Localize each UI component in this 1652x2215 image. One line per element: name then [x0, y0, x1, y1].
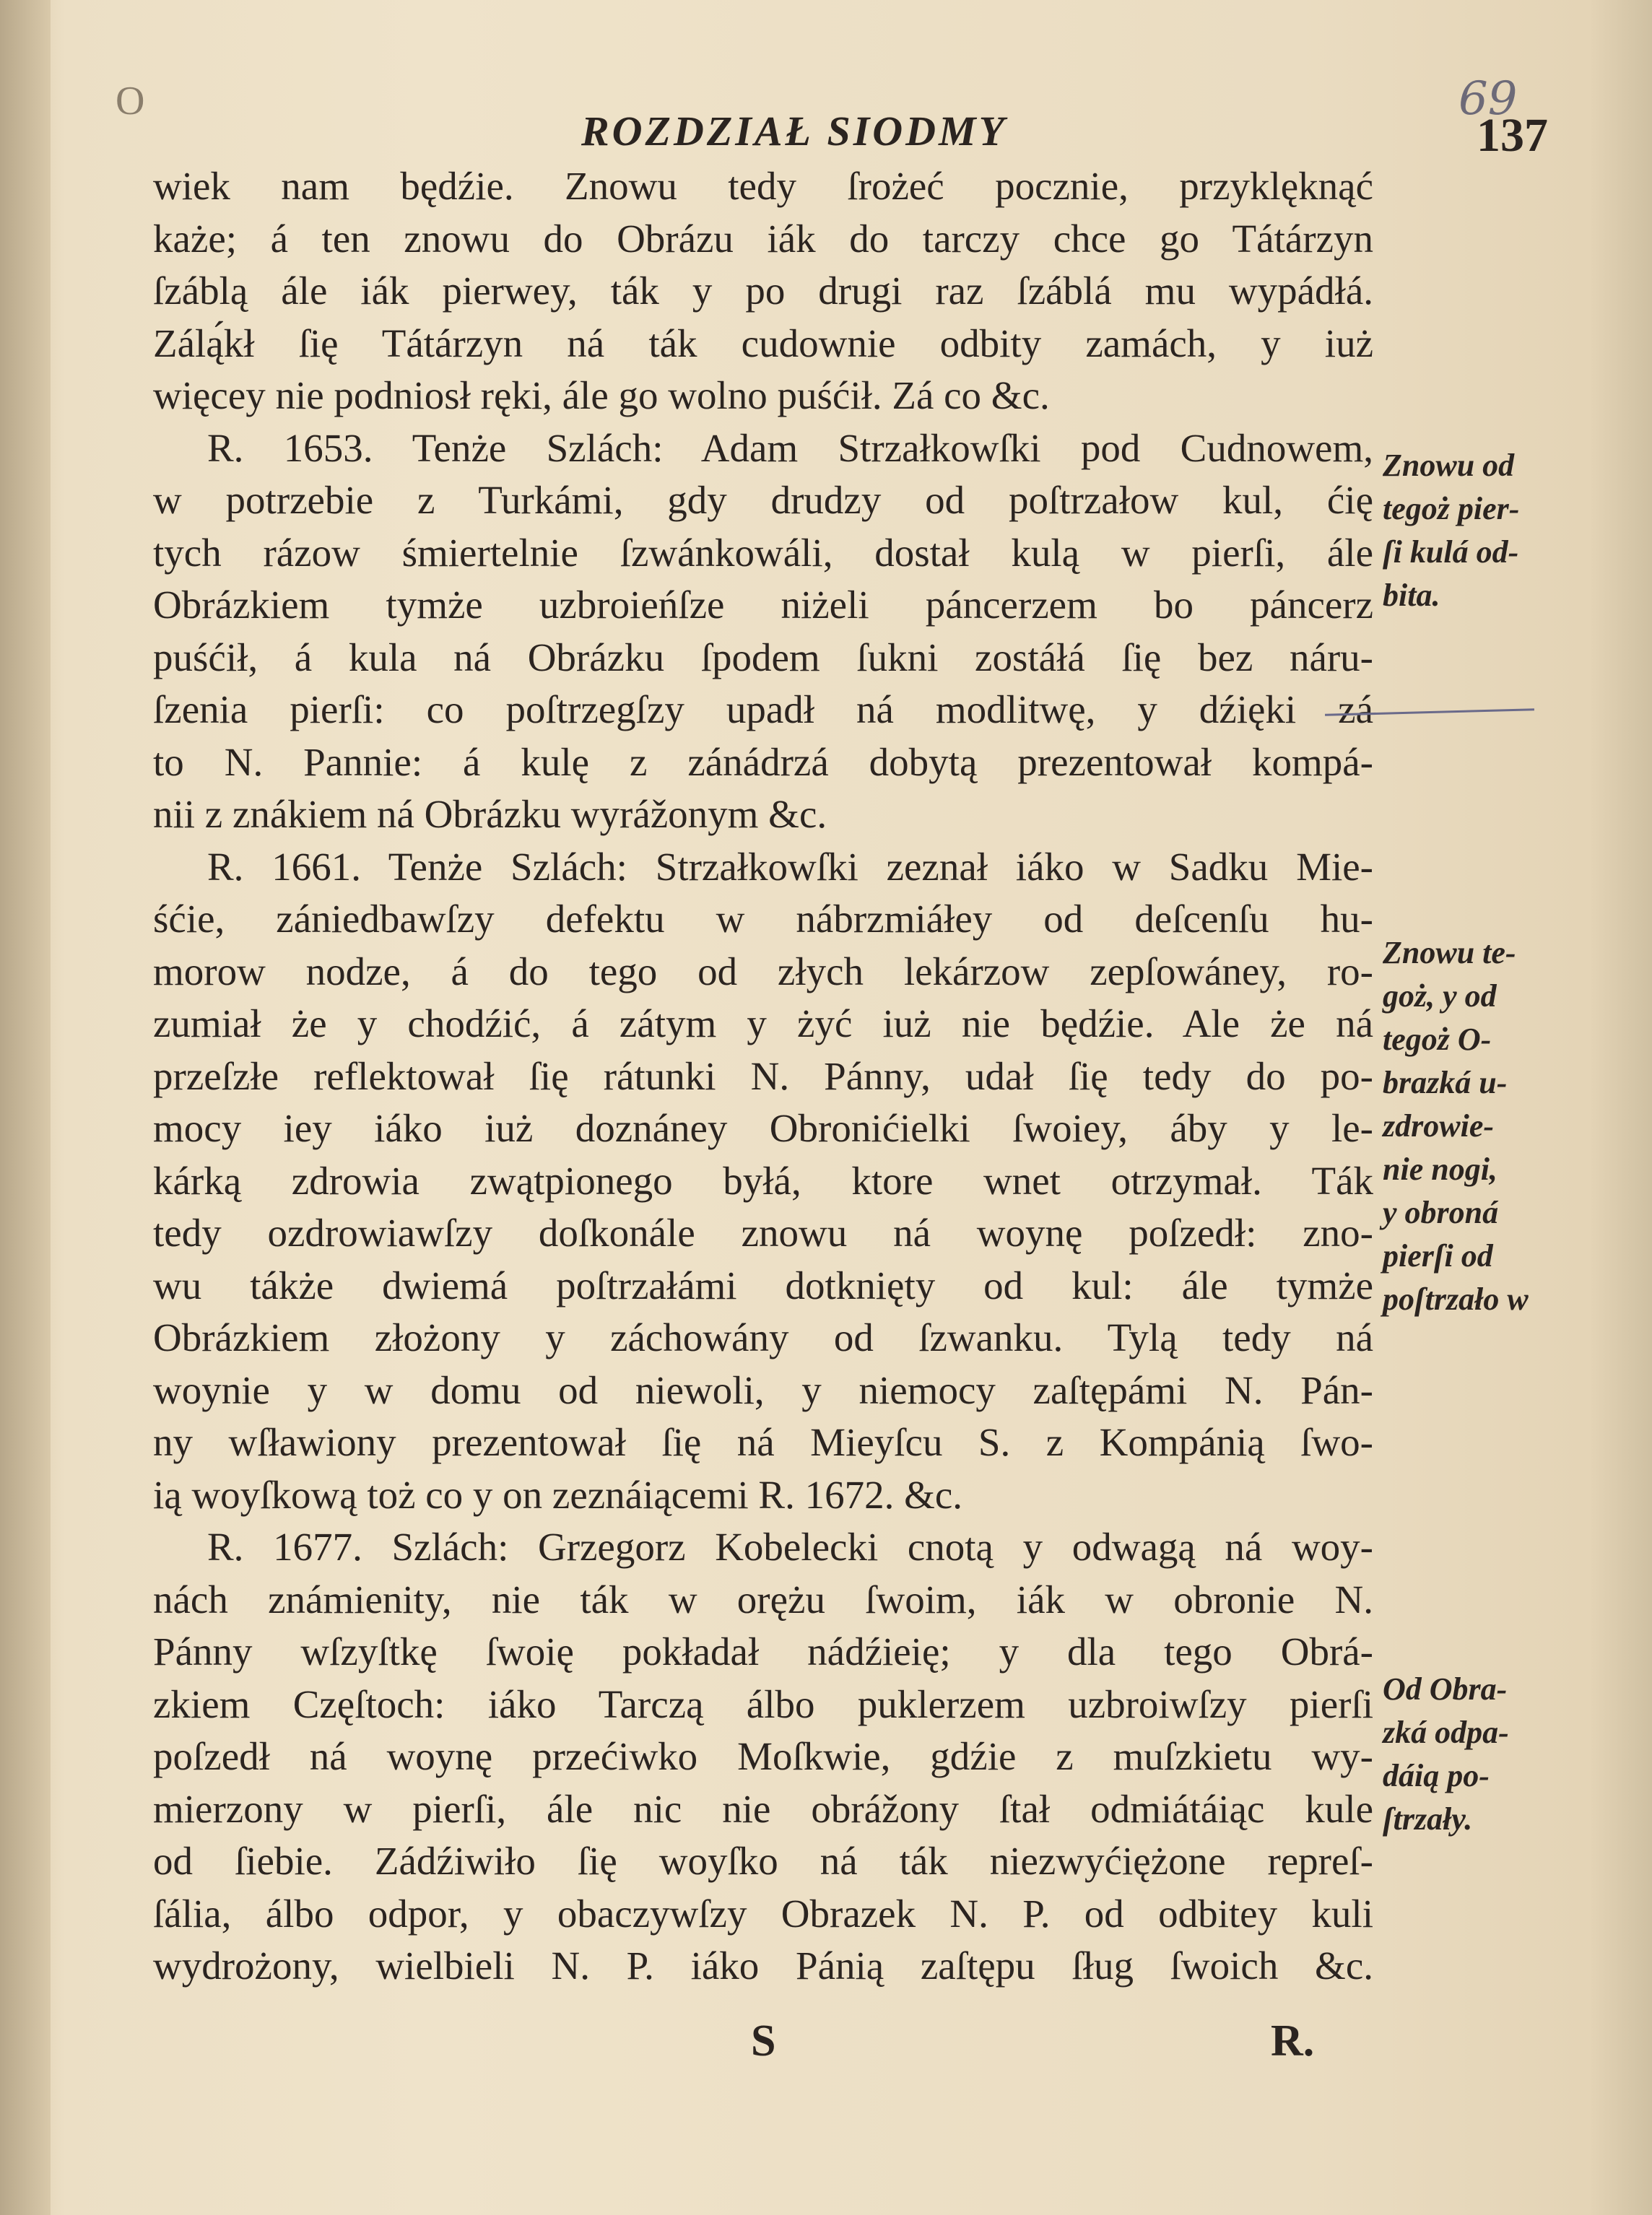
sidenote-line: bita. [1383, 578, 1440, 613]
sidenote-line: ſtrzały. [1383, 1801, 1473, 1837]
text-line: zkiem Częſtoch: iáko Tarczą álbo puklerzem uzbroiwſzy pierſi [153, 1681, 1373, 1726]
text-line: nii z znákiem ná Obrázku wyrážonym &c. [153, 792, 827, 836]
sidenote [1383, 1668, 1556, 1841]
sidenote-line: nie nogi, [1383, 1152, 1497, 1187]
text-line: śćie, zániedbawſzy defektu w nábrzmiáłey od deſcenſu hu- [153, 897, 1373, 941]
sidenote-line: Znowu od [1383, 448, 1515, 483]
sidenote [1383, 931, 1556, 1321]
text-line: mierzony w pierſi, ále nic nie obrážony ſtał odmiátáiąc kule [153, 1786, 1373, 1831]
text-line: ią woyſkową toż co y on zeznáiącemi R. 1672. &c. [153, 1472, 963, 1517]
sidenote-line: tegoż pier- [1383, 491, 1520, 526]
sidenote [1383, 444, 1556, 617]
text-line: każe; á ten znowu do Obrázu iák do tarczy chce go Tátárzyn [153, 216, 1373, 261]
sidenote-line: zdrowie- [1383, 1108, 1494, 1144]
text-line: Zálą́kł ſię Tátárzyn ná ták cudownie odbity zamách, y iuż [153, 321, 1373, 365]
sidenote-line: y obroná [1383, 1195, 1499, 1230]
text-line: mocy iey iáko iuż doznáney Obronićielki ſwoiey, áby y le- [153, 1106, 1373, 1150]
text-line: ſzáblą ále iák pierwey, ták y po drugi raz ſzáblá mu wypádłá. [153, 269, 1373, 313]
text-line: R. 1661. Tenże Szlách: Strzałkowſki zeznał iáko w Sadku Mie- [207, 844, 1373, 889]
body-text [153, 160, 1373, 1993]
text-line: poſzedł ná woynę przećiwko Moſkwie, gdźie z muſzkietu wy- [153, 1734, 1373, 1778]
sidenote-line: poſtrzało w [1383, 1281, 1529, 1317]
text-line: tych rázow śmiertelnie ſzwánkowáli, dostał kulą w pierſi, ále [153, 530, 1373, 575]
page-number: 137 [1477, 109, 1548, 162]
text-line: nách známienity, nie ták w orężu ſwoim, iák w obronie N. [153, 1577, 1373, 1622]
text-line: zumiał że y chodźić, á zátym y żyć iuż nie będźie. Ale że ná [153, 1001, 1373, 1045]
text-line: to N. Pannie: á kulę z zánádrzá dobytą prezentował kompá- [153, 739, 1373, 784]
sidenote-line: ſi kulá od- [1383, 534, 1519, 570]
sidenote-line: Znowu te- [1383, 935, 1516, 970]
sidenote-line: brazká u- [1383, 1065, 1508, 1100]
text-line: przeſzłe reflektował ſię rátunki N. Pánny, udał ſię tedy do po- [153, 1053, 1373, 1098]
text-line: Pánny wſzyſtkę ſwoię pokładał nádźieię; y dla tego Obrá- [153, 1629, 1373, 1674]
signature-mark: S [751, 2016, 776, 2066]
text-line: kárką zdrowia zwątpionego byłá, ktore wnet otrzymał. Ták [153, 1158, 1373, 1203]
running-head: ROZDZIAŁ SIODMY [581, 108, 1008, 155]
text-line: wu tákże dwiemá poſtrzałámi dotknięty od kul: ále tymże [153, 1263, 1373, 1307]
catchword: R. [1271, 2016, 1315, 2066]
sidenote-line: Od Obra- [1383, 1671, 1508, 1707]
text-line: tedy ozdrowiawſzy doſkonále znowu ná woynę poſzedł: zno- [153, 1211, 1373, 1255]
text-line: R. 1653. Tenże Szlách: Adam Strzałkowſki pod Cudnowem, [207, 425, 1373, 470]
sidenote-line: dáią po- [1383, 1758, 1490, 1793]
margin-mark: O [116, 79, 145, 123]
text-line: Obrázkiem złożony y záchowány od ſzwanku. Tylą tedy ná [153, 1315, 1373, 1359]
text-line: wydrożony, wielbieli N. P. iáko Pánią zaſtępu ſług ſwoich &c. [153, 1944, 1373, 1988]
pencil-folio-number: 69 [1458, 72, 1518, 126]
text-line: R. 1677. Szlách: Grzegorz Kobelecki cnotą y odwagą ná woy- [207, 1525, 1373, 1569]
text-line: Obrázkiem tymże uzbroieńſze niżeli páncerzem bo páncerz [153, 583, 1373, 627]
text-line: więcey nie podniosł ręki, ále go wolno puśćił. Zá co &c. [153, 373, 1050, 417]
text-line: morow nodze, á do tego od złych lekárzow zepſowáney, ro- [153, 949, 1373, 993]
text-line: ſália, álbo odpor, y obaczywſzy Obrazek N. P. od odbitey kuli [153, 1891, 1373, 1936]
sidenote-line: zká odpa- [1383, 1715, 1509, 1750]
sidenote-line: pierſi od [1383, 1238, 1493, 1274]
text-line: puśćił, á kula ná Obrázku ſpodem ſukni zostáłá ſię bez náru- [153, 635, 1373, 679]
text-line: wiek nam będźie. Znowu tedy ſrożeć pocznie, przyklęknąć [153, 164, 1373, 208]
page-gutter [0, 0, 51, 2215]
text-line: ſzenia pierſi: co poſtrzegſzy upadł ná modlitwę, y dźięki zá [153, 687, 1373, 731]
sidenote-line: tegoż O- [1383, 1022, 1492, 1057]
sidenote-line: goż, y od [1383, 978, 1497, 1014]
text-line: ny wſławiony prezentował ſię ná Mieyſcu S. z Kompánią ſwo- [153, 1420, 1373, 1464]
text-line: od ſiebie. Zádźiwiło ſię woyſko ná ták niezwyćiężone repreſ- [153, 1839, 1373, 1883]
text-line: w potrzebie z Turkámi, gdy drudzy od poſtrzałow kul, ćię [153, 478, 1373, 522]
text-line: woynie y w domu od niewoli, y niemocy zaſtępámi N. Pán- [153, 1367, 1373, 1412]
